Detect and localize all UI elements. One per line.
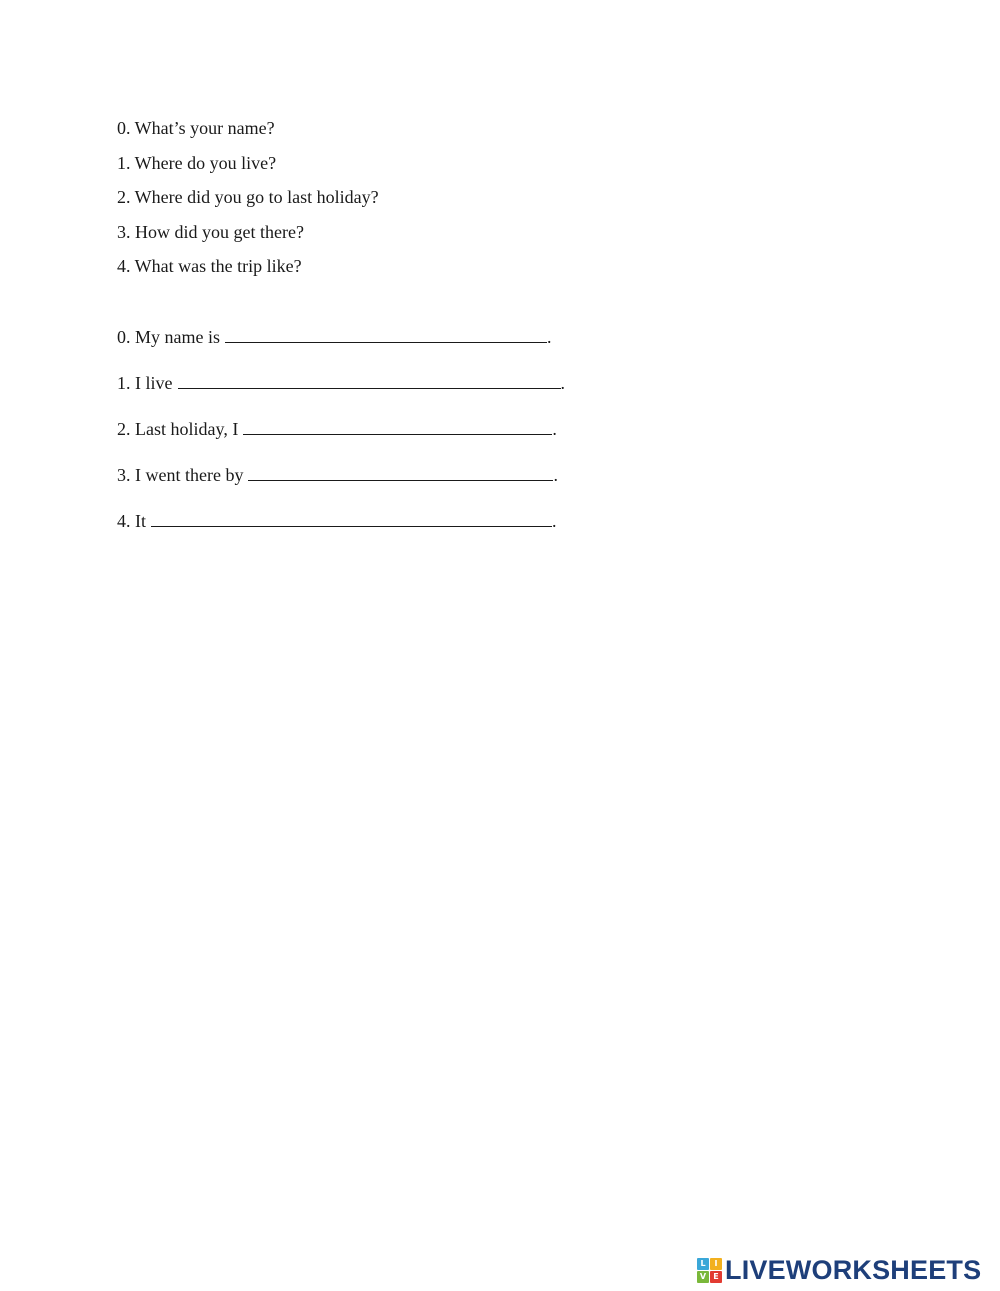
question-0: 0. What’s your name? xyxy=(117,118,275,138)
logo-text: LIVEWORKSHEETS xyxy=(725,1255,982,1285)
answer-blank-2[interactable] xyxy=(243,416,552,435)
answer-list xyxy=(117,324,565,554)
logo-block-i: I xyxy=(710,1258,722,1270)
answer-prompt-2: 2. Last holiday, I xyxy=(117,419,239,439)
answer-period: . xyxy=(553,465,558,485)
answer-blank-0[interactable] xyxy=(225,324,547,343)
logo-block-e: E xyxy=(710,1271,722,1283)
answer-prompt-3: 3. I went there by xyxy=(117,465,244,485)
logo-block-l: L xyxy=(697,1258,709,1270)
liveworksheets-logo xyxy=(697,1256,981,1284)
answer-line-2 xyxy=(117,416,565,462)
logo-blocks-icon xyxy=(697,1258,722,1283)
answer-line-1 xyxy=(117,370,565,416)
answer-prompt-1: 1. I live xyxy=(117,373,173,393)
answer-period: . xyxy=(547,327,552,347)
answer-blank-3[interactable] xyxy=(248,462,553,481)
answer-prompt-0: 0. My name is xyxy=(117,327,220,347)
answer-prompt-4: 4. It xyxy=(117,511,146,531)
answer-blank-1[interactable] xyxy=(178,370,561,389)
question-4: 4. What was the trip like? xyxy=(117,256,302,277)
answer-line-0 xyxy=(117,324,565,370)
answer-blank-4[interactable] xyxy=(151,508,552,527)
question-2: 2. Where did you go to last holiday? xyxy=(117,187,379,208)
question-1: 1. Where do you live? xyxy=(117,152,277,173)
logo-block-v: V xyxy=(697,1271,709,1283)
answer-line-3 xyxy=(117,462,565,508)
answer-period: . xyxy=(552,419,557,439)
answer-line-4 xyxy=(117,508,565,554)
question-list xyxy=(117,116,379,289)
question-3: 3. How did you get there? xyxy=(117,221,304,242)
answer-period: . xyxy=(552,511,557,531)
answer-period: . xyxy=(560,373,565,393)
